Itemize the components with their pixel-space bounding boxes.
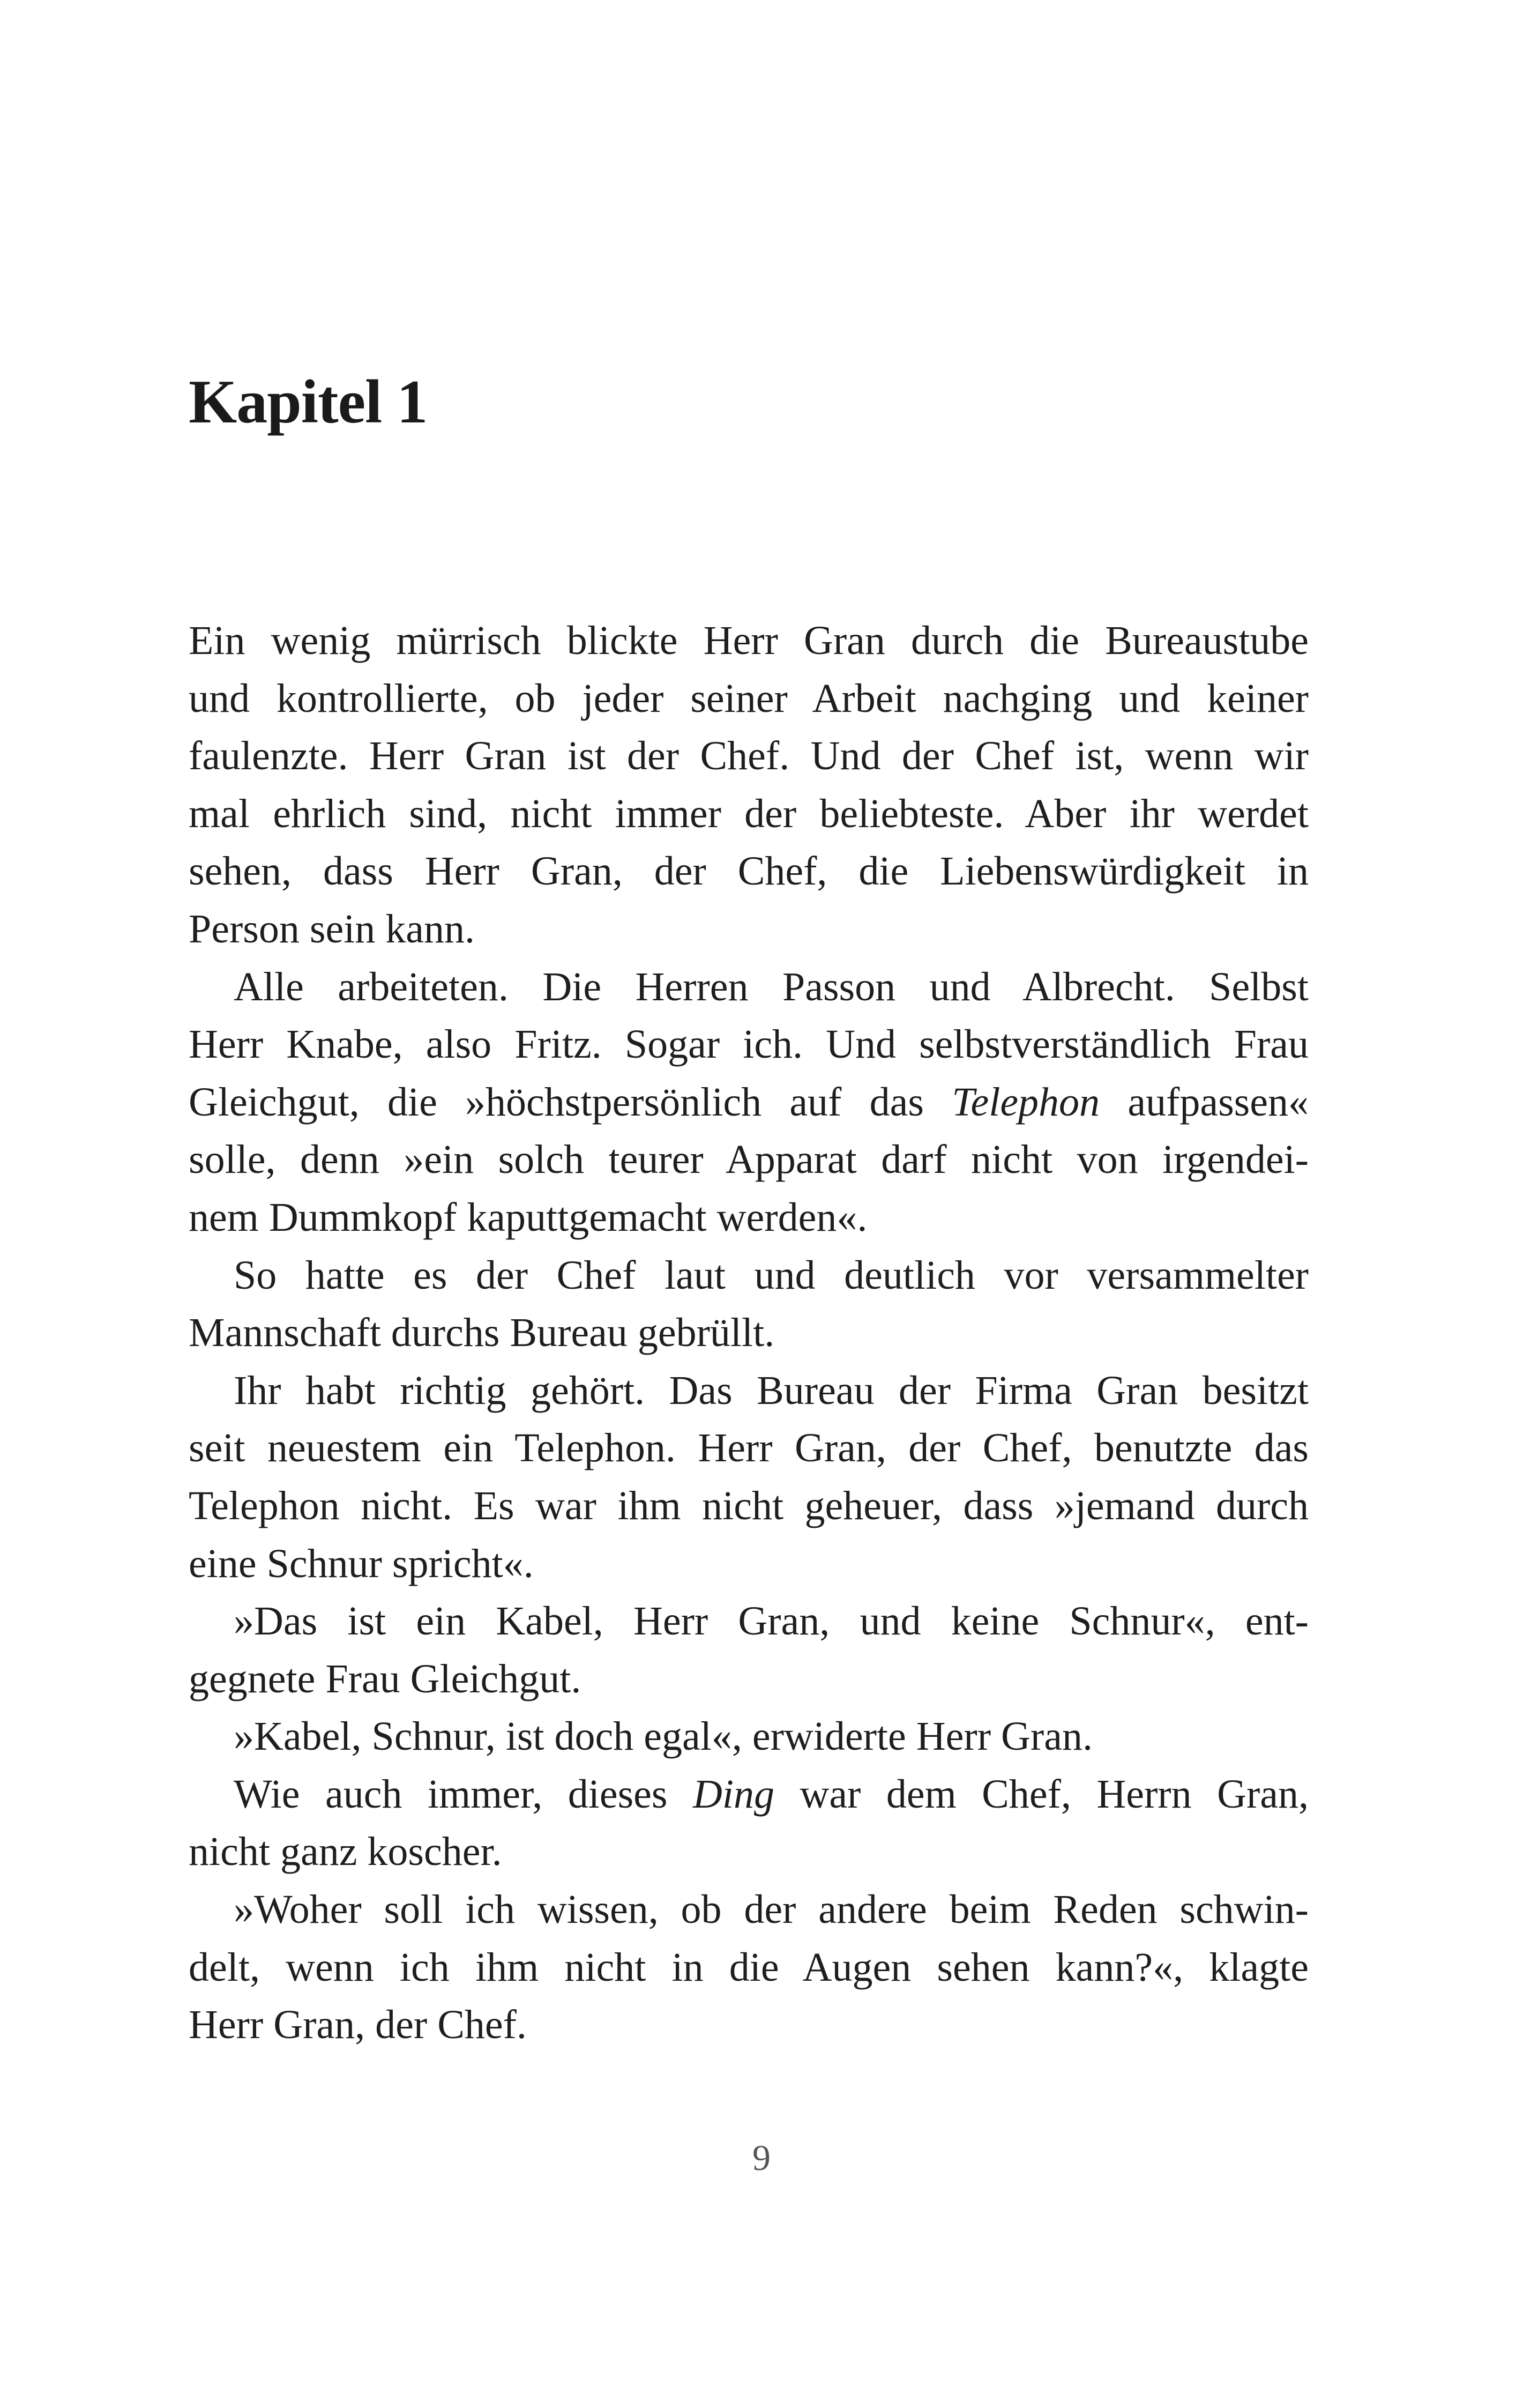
text-line: »Kabel, Schnur, ist doch egal«, erwiderte Herr Gran. [234, 1714, 1093, 1759]
italic-word: Ding [692, 1771, 774, 1817]
text-segment: war dem Chef, Herrn Gran, [774, 1771, 1309, 1817]
text-line: Ihr habt richtig gehört. Das Bureau der Firma Gran besitzt [234, 1367, 1309, 1413]
text-segment: aufpassen« [1100, 1079, 1309, 1125]
text-line: faulenzte. Herr Gran ist der Chef. Und der Chef ist, wenn wir [189, 733, 1309, 779]
text-line: Ein wenig mürrisch blickte Herr Gran durch die Bureaustube [189, 618, 1309, 663]
text-line: solle, denn »ein solch teurer Apparat darf nicht von irgendei- [189, 1137, 1309, 1183]
text-line: mal ehrlich sind, nicht immer der beliebteste. Aber ihr werdet [189, 791, 1309, 836]
text-line: delt, wenn ich ihm nicht in die Augen sehen kann?«, klagte [189, 1944, 1309, 1990]
text-line: »Das ist ein Kabel, Herr Gran, und keine Schnur«, ent- [234, 1599, 1309, 1644]
text-line [189, 1766, 1309, 1824]
text-line: eine Schnur spricht«. [189, 1541, 534, 1586]
italic-word: Telephon [952, 1079, 1100, 1125]
text-line: seit neuestem ein Telephon. Herr Gran, der Chef, benutzte das [189, 1425, 1309, 1471]
chapter-title: Kapitel 1 [189, 368, 428, 436]
text-line: Herr Gran, der Chef. [189, 2002, 527, 2048]
text-line [189, 1074, 1309, 1132]
text-line: nicht ganz koscher. [189, 1829, 502, 1875]
text-line: nem Dummkopf kaputtgemacht werden«. [189, 1194, 868, 1240]
body-text [189, 612, 1309, 2054]
text-line: sehen, dass Herr Gran, der Chef, die Liebenswürdigkeit in [189, 849, 1309, 894]
text-line: Telephon nicht. Es war ihm nicht geheuer, dass »jemand durch [189, 1483, 1309, 1528]
text-line: Person sein kann. [189, 906, 475, 952]
text-line: und kontrollierte, ob jeder seiner Arbeit nachging und keiner [189, 675, 1309, 721]
text-line: Mannschaft durchs Bureau gebrüllt. [189, 1310, 775, 1356]
text-line: Herr Knabe, also Fritz. Sogar ich. Und selbstverständlich Frau [189, 1022, 1309, 1067]
page-number: 9 [752, 2137, 771, 2178]
text-line: So hatte es der Chef laut und deutlich vor versammelter [234, 1252, 1309, 1298]
text-line: »Woher soll ich wissen, ob der andere beim Reden schwin- [234, 1887, 1309, 1933]
text-segment: Wie auch immer, dieses [234, 1771, 693, 1817]
text-line: gegnete Frau Gleichgut. [189, 1656, 581, 1701]
text-line: Alle arbeiteten. Die Herren Passon und Albrecht. Selbst [234, 964, 1309, 1009]
text-segment: Gleichgut, die »höchstpersönlich auf das [189, 1079, 952, 1125]
